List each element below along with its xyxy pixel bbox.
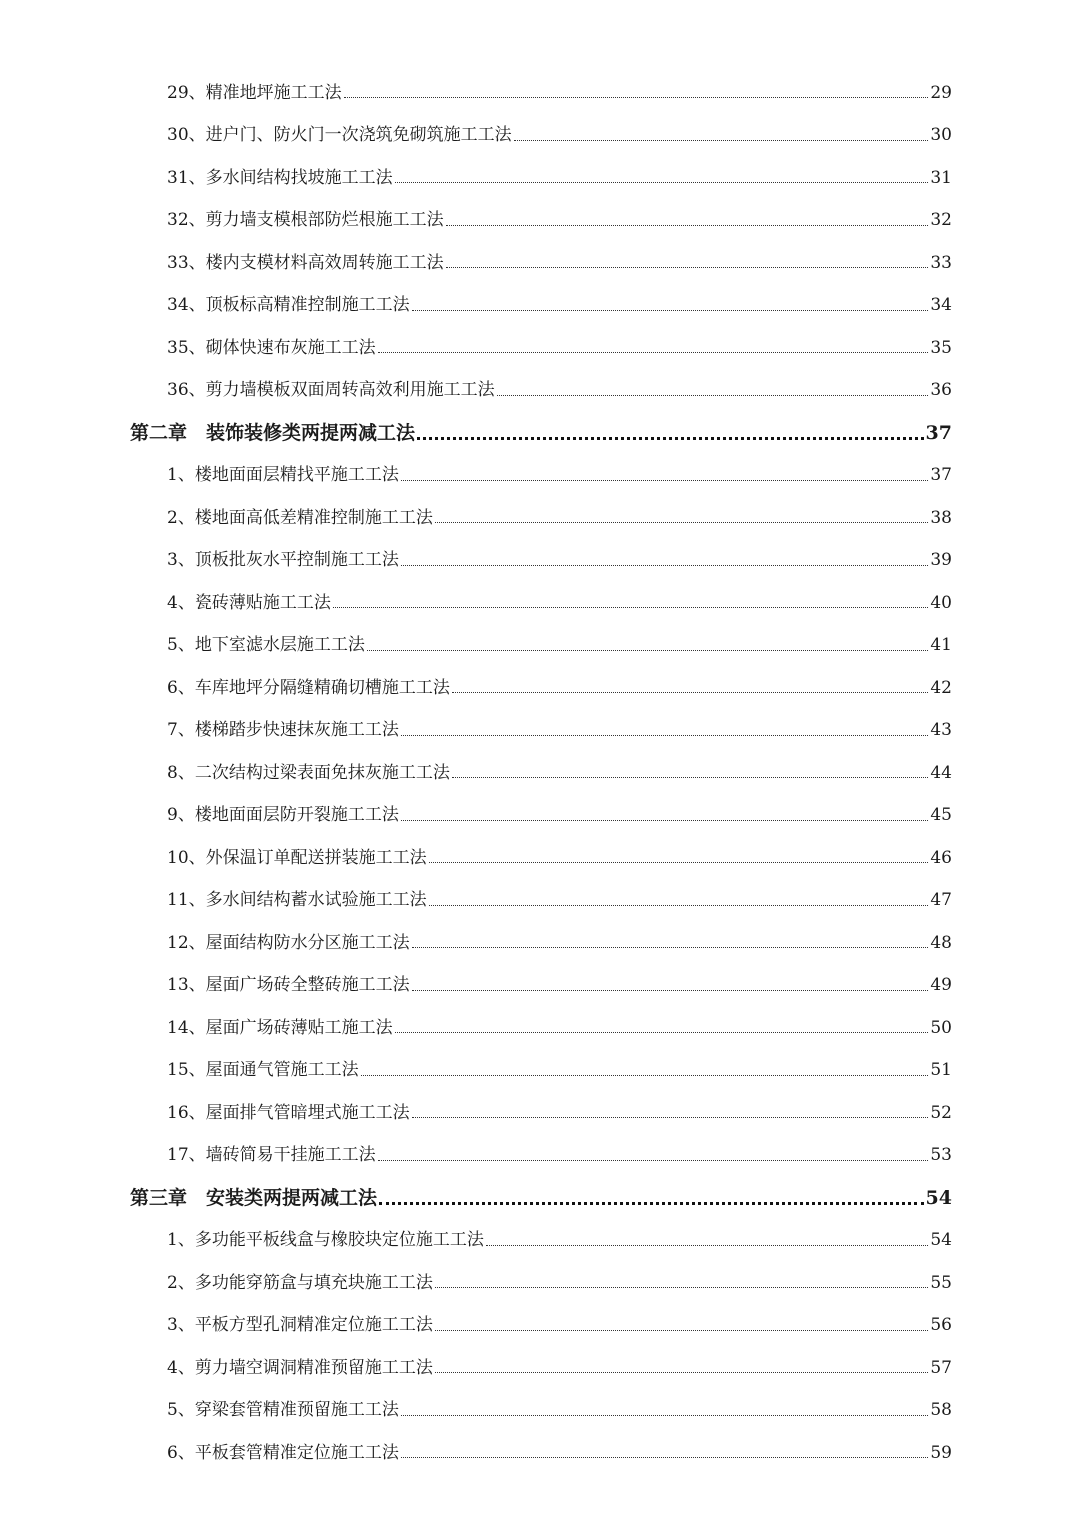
toc-page-number: 40 <box>930 592 952 613</box>
toc-entry <box>0 1220 1080 1263</box>
dot-leader <box>446 266 929 268</box>
toc-page-number: 32 <box>930 210 952 231</box>
toc-entry-title: 4、瓷砖薄贴施工工法 <box>167 592 331 613</box>
toc-entry <box>0 625 1080 668</box>
toc-entry-title: 31、多水间结构找坡施工工法 <box>167 167 393 188</box>
dot-leader <box>367 649 929 651</box>
dot-leader <box>412 989 929 991</box>
toc-entry <box>0 667 1080 710</box>
toc-entry-title: 1、多功能平板线盒与橡胶块定位施工工法 <box>167 1230 484 1251</box>
toc-page-number: 37 <box>930 465 952 486</box>
toc-entry <box>0 1135 1080 1178</box>
toc-page-number: 39 <box>930 550 952 571</box>
toc-page-number: 44 <box>930 762 952 783</box>
toc-page-number: 43 <box>930 720 952 741</box>
toc-entry <box>0 242 1080 285</box>
toc-page-number: 49 <box>930 975 952 996</box>
toc-entry-title: 5、穿梁套管精准预留施工工法 <box>167 1400 399 1421</box>
toc-entry <box>0 72 1080 115</box>
dot-leader <box>435 1329 929 1331</box>
toc-page-number: 58 <box>930 1400 952 1421</box>
dot-leader <box>395 1031 929 1033</box>
toc-entry-title: 11、多水间结构蓄水试验施工工法 <box>167 890 427 911</box>
dot-leader <box>452 776 929 778</box>
toc-entry <box>0 540 1080 583</box>
toc-entry-title: 35、砌体快速布灰施工工法 <box>167 337 376 358</box>
toc-page-number: 45 <box>930 805 952 826</box>
toc-entry-title: 16、屋面排气管暗埋式施工工法 <box>167 1102 410 1123</box>
toc-page-number: 30 <box>930 125 952 146</box>
toc-page-number: 35 <box>930 337 952 358</box>
toc-entry-title: 8、二次结构过梁表面免抹灰施工工法 <box>167 762 450 783</box>
toc-entry <box>0 1092 1080 1135</box>
dot-leader <box>412 309 929 311</box>
toc-entry <box>0 710 1080 753</box>
toc-page-number: 31 <box>930 167 952 188</box>
toc-entry-title: 3、平板方型孔洞精准定位施工工法 <box>167 1315 433 1336</box>
dot-leader <box>486 1244 929 1246</box>
toc-page-number: 56 <box>930 1315 952 1336</box>
toc-entry-title: 7、楼梯踏步快速抹灰施工工法 <box>167 720 399 741</box>
toc-entry-title: 9、楼地面面层防开裂施工工法 <box>167 805 399 826</box>
toc-entry <box>0 115 1080 158</box>
toc-entry-title: 5、地下室滤水层施工工法 <box>167 635 365 656</box>
toc-entry-title: 34、顶板标高精准控制施工工法 <box>167 295 410 316</box>
toc-page-number: 33 <box>930 252 952 273</box>
toc-entry <box>0 455 1080 498</box>
toc-page-number: 50 <box>930 1017 952 1038</box>
dot-leader <box>333 606 929 608</box>
dot-leader <box>395 181 929 183</box>
toc-entry <box>0 200 1080 243</box>
toc-entry-title: 33、楼内支模材料高效周转施工工法 <box>167 252 444 273</box>
toc-entry-title: 17、墙砖简易干挂施工工法 <box>167 1145 376 1166</box>
toc-entry-title: 32、剪力墙支模根部防烂根施工工法 <box>167 210 444 231</box>
toc-chapter-heading <box>0 412 1080 455</box>
toc-entry <box>0 752 1080 795</box>
toc-chapter-heading <box>0 1177 1080 1220</box>
toc-page-number: 53 <box>930 1145 952 1166</box>
toc-page-number: 41 <box>930 635 952 656</box>
toc-page-number: 52 <box>930 1102 952 1123</box>
toc-entry-title: 2、多功能穿筋盒与填充块施工工法 <box>167 1272 433 1293</box>
toc-entry <box>0 157 1080 200</box>
toc-entry-title: 30、进户门、防火门一次浇筑免砌筑施工工法 <box>167 125 512 146</box>
toc-page-number: 36 <box>930 380 952 401</box>
toc-entry <box>0 327 1080 370</box>
toc-page-number: 29 <box>930 82 952 103</box>
toc-entry-title: 15、屋面通气管施工工法 <box>167 1060 359 1081</box>
toc-entry <box>0 880 1080 923</box>
toc-page-number: 55 <box>930 1272 952 1293</box>
toc-page-number: 48 <box>930 932 952 953</box>
toc-entry <box>0 1432 1080 1475</box>
toc-entry <box>0 370 1080 413</box>
dot-leader <box>435 1371 929 1373</box>
toc-entry <box>0 1347 1080 1390</box>
toc-entry-title: 3、顶板批灰水平控制施工工法 <box>167 550 399 571</box>
dot-leader <box>401 479 929 481</box>
dot-leader <box>361 1074 929 1076</box>
toc-page-number: 34 <box>930 295 952 316</box>
dot-leader <box>378 351 929 353</box>
toc-entry-title: 第二章 装饰装修类两提两减工法 <box>130 421 416 444</box>
toc-entry <box>0 965 1080 1008</box>
toc-entry-title: 6、平板套管精准定位施工工法 <box>167 1442 399 1463</box>
dot-leader <box>497 394 929 396</box>
toc-entry-title: 29、精准地坪施工工法 <box>167 82 342 103</box>
toc-page-number: 47 <box>930 890 952 911</box>
toc-page-number: 54 <box>925 1186 952 1209</box>
dot-leader <box>401 1456 929 1458</box>
dot-leader <box>401 734 929 736</box>
toc-entry-title: 10、外保温订单配送拼装施工工法 <box>167 847 427 868</box>
dot-leader <box>429 904 929 906</box>
toc-entry-title: 14、屋面广场砖薄贴工施工法 <box>167 1017 393 1038</box>
dot-leader <box>379 1201 924 1205</box>
toc-entry-title: 6、车库地坪分隔缝精确切槽施工工法 <box>167 677 450 698</box>
table-of-contents <box>0 72 1080 1475</box>
dot-leader <box>435 1286 929 1288</box>
dot-leader <box>417 436 924 440</box>
toc-entry <box>0 1050 1080 1093</box>
dot-leader <box>401 819 929 821</box>
toc-entry-title: 1、楼地面面层精找平施工工法 <box>167 465 399 486</box>
dot-leader <box>344 96 929 98</box>
dot-leader <box>446 224 929 226</box>
toc-entry <box>0 1262 1080 1305</box>
dot-leader <box>452 691 929 693</box>
dot-leader <box>429 861 929 863</box>
toc-entry-title: 13、屋面广场砖全整砖施工工法 <box>167 975 410 996</box>
toc-page-number: 57 <box>930 1357 952 1378</box>
dot-leader <box>435 521 929 523</box>
toc-entry <box>0 497 1080 540</box>
toc-page-number: 37 <box>925 421 952 444</box>
toc-entry <box>0 582 1080 625</box>
toc-entry <box>0 795 1080 838</box>
toc-entry-title: 2、楼地面高低差精准控制施工工法 <box>167 507 433 528</box>
toc-entry <box>0 1390 1080 1433</box>
toc-entry-title: 第三章 安装类两提两减工法 <box>130 1186 378 1209</box>
toc-page-number: 59 <box>930 1442 952 1463</box>
toc-entry <box>0 1305 1080 1348</box>
toc-page-number: 54 <box>930 1230 952 1251</box>
toc-entry <box>0 1007 1080 1050</box>
toc-entry-title: 4、剪力墙空调洞精准预留施工工法 <box>167 1357 433 1378</box>
toc-entry-title: 36、剪力墙模板双面周转高效利用施工工法 <box>167 380 495 401</box>
dot-leader <box>514 139 929 141</box>
toc-page-number: 42 <box>930 677 952 698</box>
dot-leader <box>378 1159 929 1161</box>
dot-leader <box>401 1414 929 1416</box>
dot-leader <box>412 946 929 948</box>
dot-leader <box>401 564 929 566</box>
dot-leader <box>412 1116 929 1118</box>
toc-entry-title: 12、屋面结构防水分区施工工法 <box>167 932 410 953</box>
toc-page-number: 38 <box>930 507 952 528</box>
toc-entry <box>0 837 1080 880</box>
toc-page-number: 46 <box>930 847 952 868</box>
toc-page-number: 51 <box>930 1060 952 1081</box>
toc-entry <box>0 922 1080 965</box>
toc-entry <box>0 285 1080 328</box>
